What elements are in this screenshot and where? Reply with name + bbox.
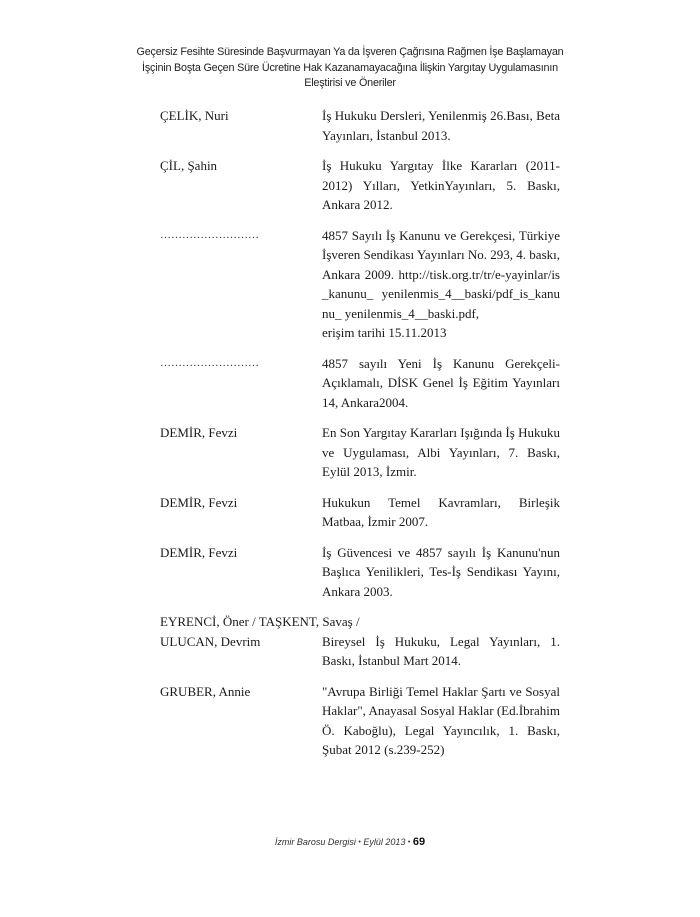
entry-author: DEMİR, Fevzi — [160, 494, 238, 510]
entry-author: DEMİR, Fevzi — [160, 425, 238, 440]
bibliography-entry — [160, 423, 560, 482]
bibliography-list — [160, 106, 560, 771]
entry-author: DEMİR, Fevzi — [160, 544, 238, 560]
journal-name: İzmir Barosu Dergisi — [274, 837, 356, 847]
bibliography-entry — [160, 493, 560, 532]
entry-text-block — [322, 226, 560, 343]
entry-author-placeholder: ……………………… — [160, 356, 259, 369]
entry-author-placeholder: ……………………… — [160, 228, 259, 241]
entry-author: GRUBER, Annie — [160, 683, 251, 699]
page-number: 69 — [412, 836, 426, 848]
bibliography-entry — [160, 682, 560, 760]
bibliography-entry — [160, 543, 560, 602]
running-header — [0, 45, 700, 92]
entry-access-date: erişim tarihi 15.11.2013 — [322, 325, 447, 340]
bibliography-entry — [160, 156, 560, 215]
header-line-1: Geçersiz Fesihte Süresinde Başvurmayan Ya da İşveren Çağrısına Rağmen İşe Başlamayan — [136, 46, 564, 58]
entry-text: Hukukun Temel Kavramları, Birleşik Matbaa, İzmir 2007. — [322, 494, 560, 529]
entry-author: ULUCAN, Devrim — [160, 633, 261, 649]
issue-date: Eylül 2013 — [363, 837, 406, 847]
footer-separator: • — [358, 839, 361, 847]
bibliography-entry — [160, 106, 560, 145]
bibliography-entry — [160, 354, 560, 413]
entry-text: "Avrupa Birliği Temel Haklar Şartı ve Sosyal Haklar", Anayasal Sosyal Haklar (Ed.İbrahim Ö. Kaboğlu), Legal Yayıncılık, 1. Baskı, Şubat 2012 (s.239-252) — [322, 683, 560, 757]
entry-text: İş Hukuku Yargıtay İlke Kararları (2011-2012) Yılları, YetkinYayınları, 5. Baskı, Ankara 2012. — [322, 158, 560, 212]
entry-text: İş Hukuku Dersleri, Yenilenmiş 26.Bası, Beta Yayınları, İstanbul 2013. — [322, 108, 560, 143]
entry-authors-line: EYRENCİ, Öner / TAŞKENT, Savaş / — [160, 614, 360, 629]
entry-text: İş Güvencesi ve 4857 sayılı İş Kanunu'nun Başlıca Yenilikleri, Tes-İş Sendikası Yayını, Ankara 2003. — [322, 544, 560, 599]
page-footer — [0, 836, 700, 848]
header-line-3: Eleştirisi ve Öneriler — [304, 77, 396, 89]
entry-text: 4857 sayılı Yeni İş Kanunu Gerekçeli-Açıklamalı, DİSK Genel İş Eğitim Yayınları 14, Ankara2004. — [322, 355, 560, 410]
entry-author: ÇİL, Şahin — [160, 158, 218, 173]
entry-text: 4857 Sayılı İş Kanunu ve Gerekçesi, Türkiye İşveren Sendikası Yayınları No. 293, 4. baskı, Ankara 2009. http://tisk.org.tr/tr/e-yayinlar/is_kanunu_ yenilenmis_4__baski/pdf_is_kanunu_ yenilenmis_4__baski.pdf, — [322, 227, 560, 321]
entry-text: En Son Yargıtay Kararları Işığında İş Hukuku ve Uygulaması, Albi Yayınları, 7. Baskı, Eylül 2013, İzmir. — [322, 425, 560, 479]
entry-text: Bireysel İş Hukuku, Legal Yayınları, 1. Baskı, İstanbul Mart 2014. — [322, 633, 560, 668]
header-line-2: İşçinin Boşta Geçen Süre Ücretine Hak Kazanamayacağına İlişkin Yargıtay Uygulamasının — [142, 61, 558, 74]
bibliography-entry — [160, 612, 560, 671]
entry-author: ÇELİK, Nuri — [160, 108, 229, 123]
footer-separator: • — [407, 839, 411, 847]
bibliography-entry — [160, 226, 560, 343]
